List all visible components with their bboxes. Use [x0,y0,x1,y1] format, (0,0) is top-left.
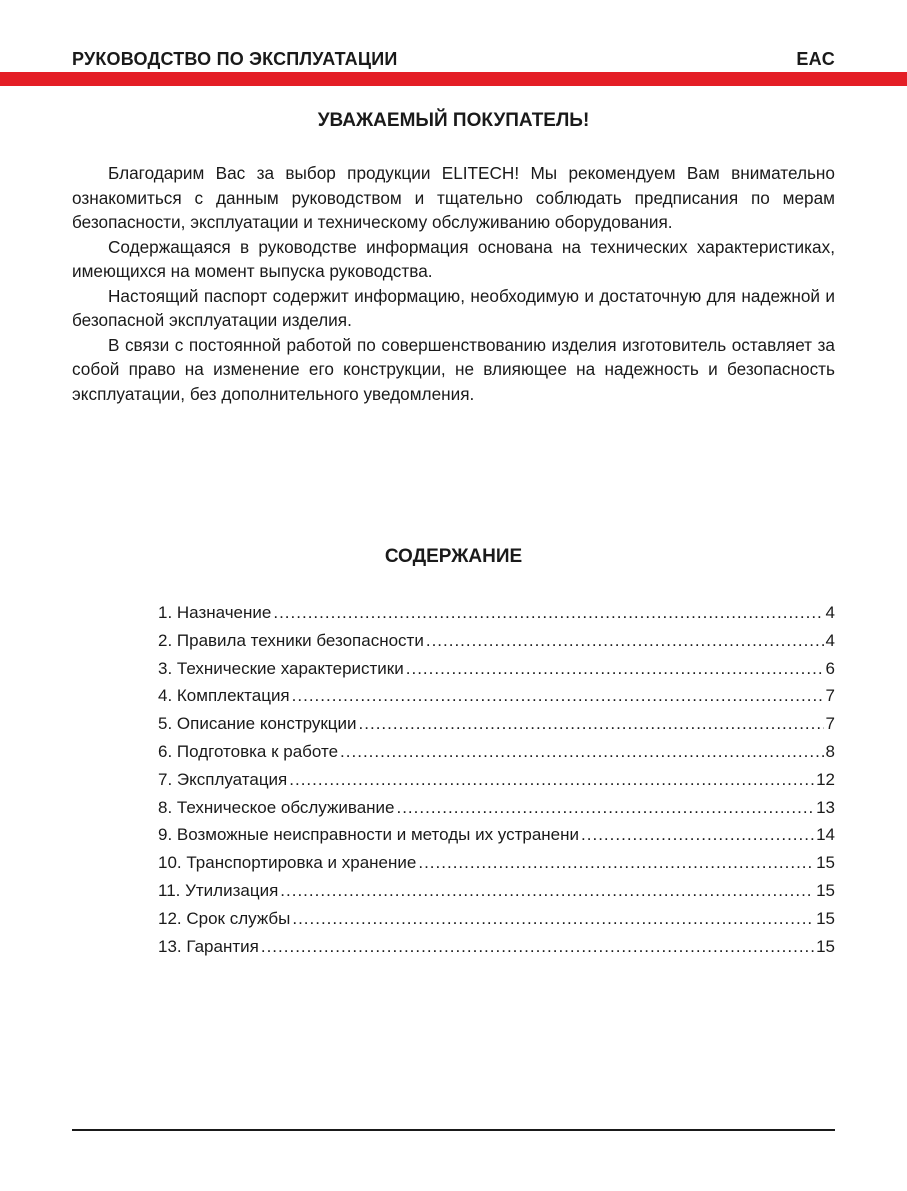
toc-item-page: 7 [825,686,835,706]
toc-item[interactable] [158,794,835,822]
toc-item-page: 15 [816,908,835,928]
toc-item[interactable] [158,933,835,961]
toc-item-label: 11. Утилизация [158,880,279,900]
toc-item[interactable] [158,710,835,738]
intro-paragraph: Настоящий паспорт содержит информацию, необходимую и достаточную для надежной и безопасной эксплуатации изделия. [72,285,835,330]
toc-item-page: 13 [816,797,835,817]
eac-mark: EAC [796,48,835,69]
toc-item-page: 14 [816,825,835,845]
toc-leader-dots [396,794,814,822]
toc-item[interactable] [158,682,835,710]
intro-text [72,161,835,406]
intro-paragraph: Благодарим Вас за выбор продукции ELITECH! Мы рекомендуем Вам внимательно ознакомиться с данным руководством и тщательно соблюдать предписания по мерам безопасности, эксплуатации и техническому обслуживанию оборудования. [72,163,835,232]
toc-item-label: 1. Назначение [158,603,272,622]
toc-item[interactable] [158,655,835,683]
toc-item-page: 12 [816,769,835,789]
toc-item[interactable] [158,905,835,933]
toc-item-page: 15 [816,936,835,956]
toc-leader-dots [280,877,814,905]
toc-item-label: 9. Возможные неисправности и методы их устранени [158,825,580,845]
manual-title: РУКОВОДСТВО ПО ЭКСПЛУАТАЦИИ [72,48,398,69]
toc-item[interactable] [158,627,835,655]
toc-item-page: 4 [825,630,835,650]
toc-item-label: 2. Правила техники безопасности [158,630,424,650]
greeting-heading: УВАЖАЕМЫЙ ПОКУПАТЕЛЬ! [317,110,590,131]
toc-leader-dots [261,933,814,961]
toc-item-label: 3. Технические характеристики [158,658,404,678]
table-of-contents [158,599,835,960]
toc-leader-dots [273,599,823,627]
toc-heading: СОДЕРЖАНИЕ [384,546,523,567]
toc-item[interactable] [158,821,835,849]
toc-item[interactable] [158,599,835,627]
toc-leader-dots [292,682,824,710]
page-header [72,44,835,74]
toc-item-page: 15 [816,880,835,900]
toc-leader-dots [418,849,814,877]
intro-paragraph: Содержащаяся в руководстве информация основана на технических характеристиках, имеющихся на момент выпуска руководства. [72,236,835,281]
toc-item-label: 8. Техническое обслуживание [158,797,395,817]
toc-item-page: 6 [825,658,835,678]
toc-item-label: 13. Гарантия [158,936,259,956]
toc-leader-dots [406,655,824,683]
toc-leader-dots [359,710,824,738]
toc-item-label: 5. Описание конструкции [158,714,357,734]
toc-item[interactable] [158,738,835,766]
toc-leader-dots [340,738,823,766]
toc-item-label: 6. Подготовка к работе [158,741,339,761]
intro-paragraph: В связи с постоянной работой по совершенствованию изделия изготовитель оставляет за собой право на изменение его конструкции, не влияющее на надежность и безопасность эксплуатации, без дополнительного уведомления. [72,334,835,404]
toc-leader-dots [289,766,814,794]
toc-item-label: 4. Комплектация [158,686,290,706]
toc-item-label: 12. Срок службы [158,908,291,928]
toc-item-page: 15 [816,853,835,873]
toc-item-label: 7. Эксплуатация [158,769,288,789]
header-accent-bar [0,72,907,86]
toc-item-page: 8 [825,741,835,761]
footer-divider [72,1129,835,1131]
toc-leader-dots [292,905,814,933]
toc-item[interactable] [158,849,835,877]
toc-leader-dots [426,627,824,655]
toc-item[interactable] [158,766,835,794]
toc-item-page: 4 [825,603,835,622]
toc-leader-dots [581,821,814,849]
toc-item-page: 7 [825,714,835,734]
toc-item[interactable] [158,877,835,905]
toc-item-label: 10. Транспортировка и хранение [158,853,417,873]
